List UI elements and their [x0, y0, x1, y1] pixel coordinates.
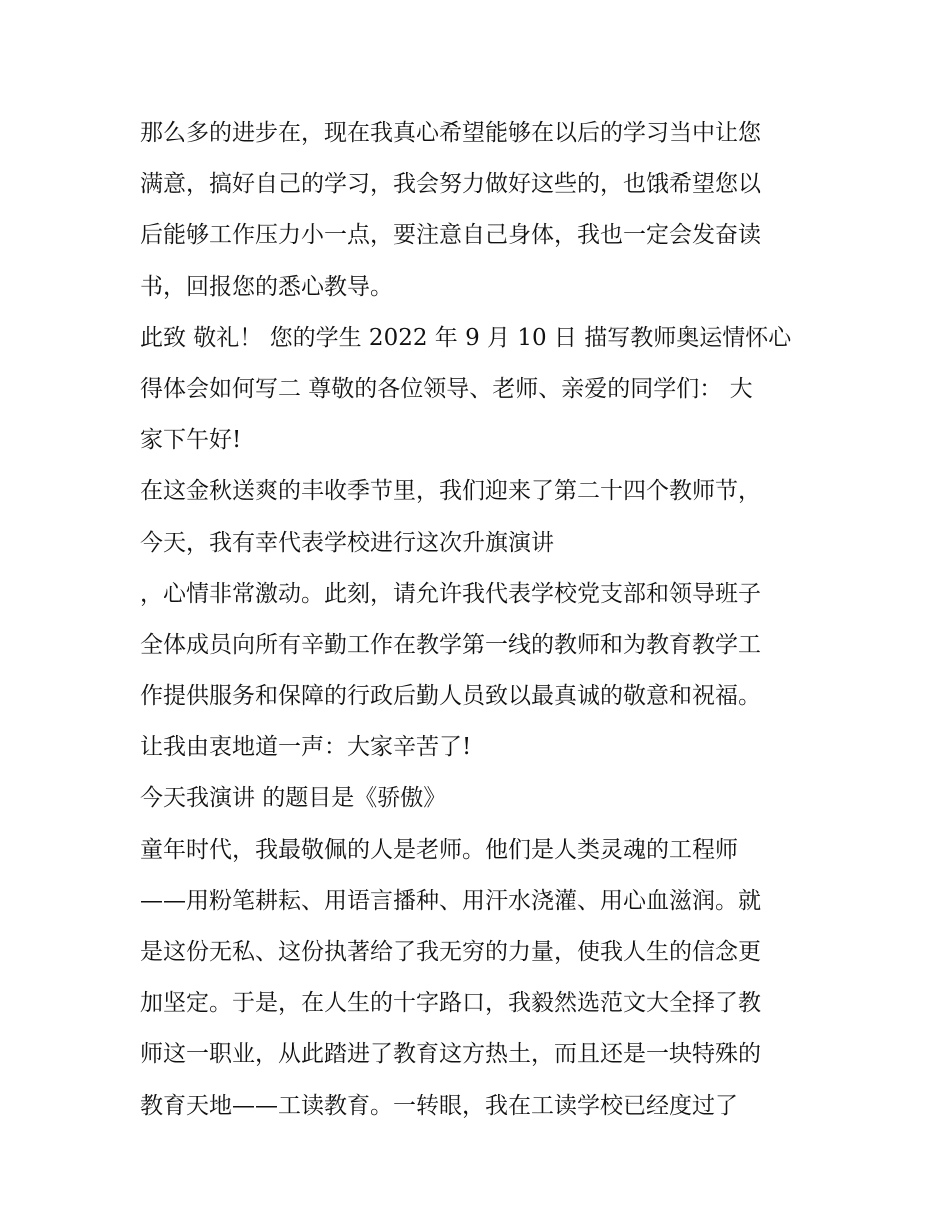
text-line: 让我由衷地道一声：大家辛苦了! — [140, 734, 472, 761]
text-line: 后能够工作压力小一点，要注意自己身体，我也一定会发奋读 — [140, 222, 761, 249]
text-line: 那么多的进步在，现在我真心希望能够在以后的学习当中让您 — [140, 120, 761, 146]
body-text — [140, 108, 820, 1132]
text-line: 作提供服务和保障的行政后勤人员致以最真诚的敬意和祝福。 — [140, 683, 761, 710]
text-line: 书，回报您的悉心教导。 — [140, 273, 393, 300]
text-line: ，心情非常激动。此刻，请允许我代表学校党支部和领导班子 — [140, 580, 761, 607]
text-line: 今天我演讲 的题目是《骄傲》 — [140, 785, 447, 812]
text-line: ——用粉笔耕耘、用语言播种、用汗水浇灌、用心血滋润。就 — [140, 887, 761, 914]
text-line: 家下午好! — [140, 427, 242, 454]
text-line: 此致 敬礼！ 您的学生 2022 年 9 月 10 日 描写教师奥运情怀心 — [140, 324, 792, 351]
text-line: 师这一职业，从此踏进了教育这方热土，而且还是一块特殊的 — [140, 1041, 761, 1068]
text-line: 得体会如何写二 尊敬的各位领导、老师、亲爱的同学们： 大 — [140, 375, 753, 402]
text-line: 满意，搞好自己的学习，我会努力做好这些的，也饿希望您以 — [140, 171, 761, 198]
text-line: 全体成员向所有辛勤工作在教学第一线的教师和为教育教学工 — [140, 631, 761, 658]
text-line: 童年时代，我最敬佩的人是老师。他们是人类灵魂的工程师 — [140, 836, 738, 863]
text-line: 在这金秋送爽的丰收季节里，我们迎来了第二十四个教师节， — [140, 478, 761, 505]
text-line: 是这份无私、这份执著给了我无穷的力量，使我人生的信念更 — [140, 939, 761, 965]
text-line: 今天，我有幸代表学校进行这次升旗演讲 — [140, 529, 554, 556]
text-line: 教育天地——工读教育。一转眼，我在工读学校已经度过了 — [140, 1092, 738, 1119]
text-line: 加坚定。于是，在人生的十字路口，我毅然选范文大全择了教 — [140, 990, 761, 1017]
